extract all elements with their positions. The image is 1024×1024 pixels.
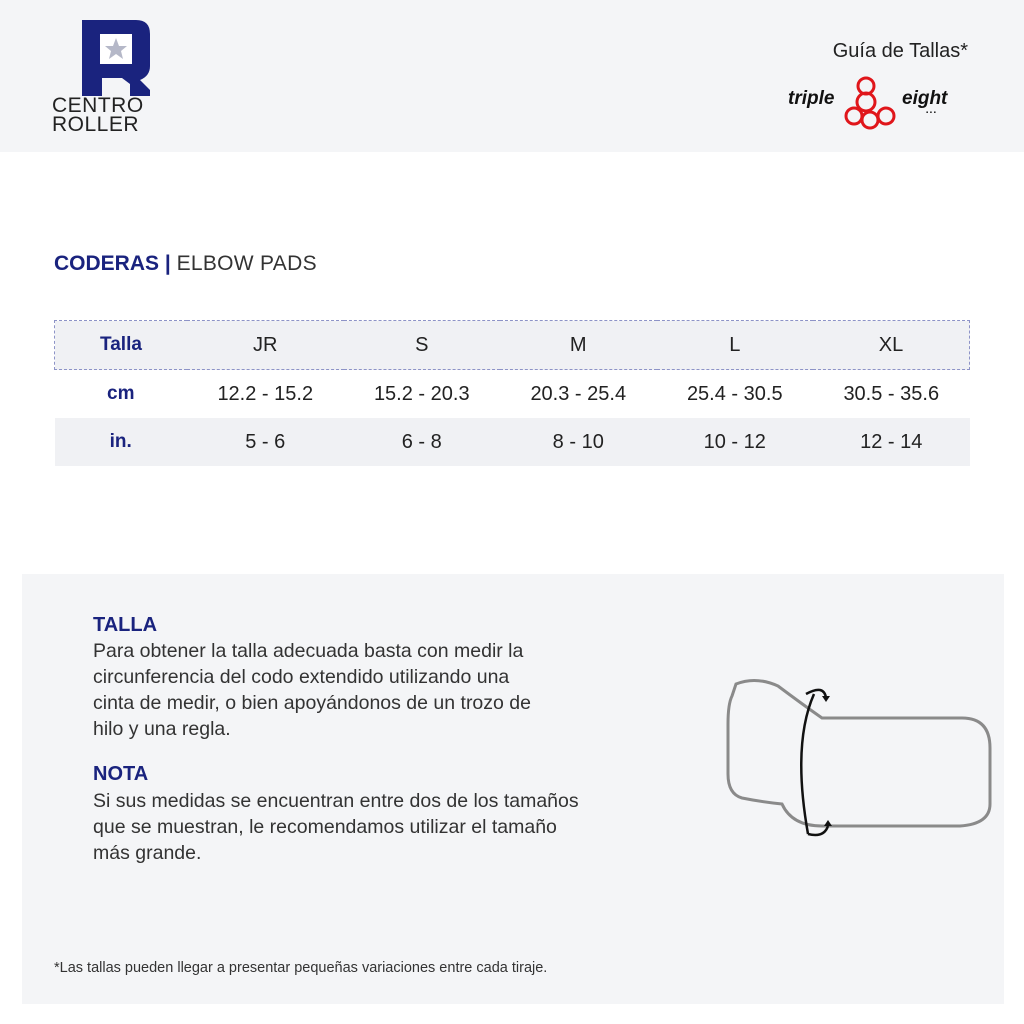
table-cell: JR	[187, 321, 344, 370]
nota-line: Si sus medidas se encuentran entre dos de los tamaños	[93, 790, 579, 812]
elbow-measure-icon	[722, 674, 994, 844]
table-row-label: cm	[107, 383, 135, 404]
table-cell: 10 - 12	[657, 418, 814, 466]
table-cell: 20.3 - 25.4	[530, 382, 627, 405]
table-row-label: Talla	[55, 321, 188, 370]
section-title-bold: CODERAS |	[54, 252, 171, 275]
section-title	[54, 252, 317, 276]
brand-name	[52, 96, 182, 134]
table-cell: M	[500, 321, 657, 370]
partner-word-2: eight	[902, 88, 948, 109]
table-cell: S	[344, 321, 501, 370]
table-cell: XL	[813, 321, 970, 370]
guide-title: Guía de Tallas*	[832, 40, 968, 62]
table-row-label: in.	[55, 418, 188, 466]
talla-line: cinta de medir, o bien apoyándonos de un trozo de	[93, 692, 531, 714]
info-panel	[22, 574, 1004, 1004]
talla-line: hilo y una regla.	[93, 718, 231, 740]
svg-text:▪ ▪ ▪: ▪ ▪ ▪	[926, 110, 936, 116]
table-row	[55, 370, 970, 419]
nota-text	[93, 788, 713, 866]
table-cell: 25.4 - 30.5	[686, 382, 783, 405]
talla-line: circunferencia del codo extendido utilizando una	[93, 666, 510, 688]
section-title-light: ELBOW PADS	[176, 252, 317, 275]
table-cell: 12 - 14	[813, 418, 970, 466]
talla-heading: TALLA	[93, 614, 158, 636]
partner-word-1: triple	[788, 88, 835, 109]
table-cell: L	[657, 321, 814, 370]
table-cell: 6 - 8	[344, 418, 501, 466]
talla-line: Para obtener la talla adecuada basta con medir la	[93, 640, 524, 662]
table-cell: 12.2 - 15.2	[217, 382, 314, 405]
nota-heading: NOTA	[93, 763, 149, 785]
table-row	[55, 418, 970, 466]
nota-line: más grande.	[93, 842, 202, 864]
header	[0, 0, 1024, 152]
table-row	[55, 321, 970, 370]
size-table	[54, 320, 970, 466]
brand-line-1: CENTRO	[52, 94, 144, 117]
table-cell: 5 - 6	[187, 418, 344, 466]
footnote: *Las tallas pueden llegar a presentar pequeñas variaciones entre cada tiraje.	[54, 960, 548, 976]
talla-text	[93, 638, 713, 742]
table-cell: 30.5 - 35.6	[843, 382, 940, 405]
triple-eight-logo-icon	[786, 72, 962, 132]
brand-line-2: ROLLER	[52, 113, 140, 136]
nota-line: que se muestran, le recomendamos utilizar el tamaño	[93, 816, 557, 838]
table-cell: 8 - 10	[500, 418, 657, 466]
table-cell: 15.2 - 20.3	[373, 382, 470, 405]
